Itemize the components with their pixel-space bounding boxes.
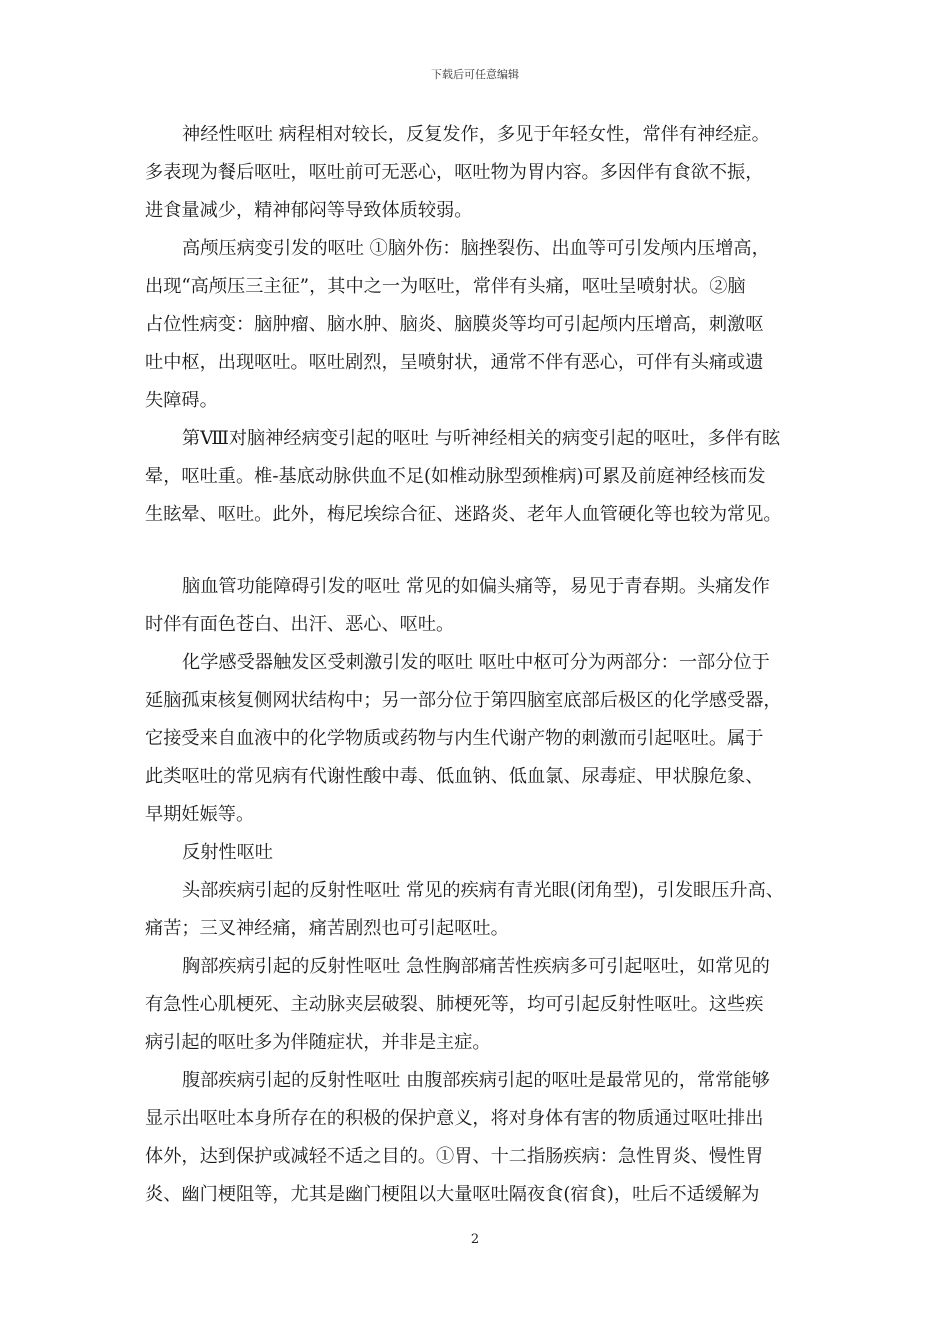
text-line: 炎、幽门梗阻等，尤其是幽门梗阻以大量呕吐隔夜食(宿食)，吐后不适缓解为 xyxy=(145,1184,760,1205)
text-line: 体外，达到保护或减轻不适之目的。①胃、十二指肠疾病：急性胃炎、慢性胃 xyxy=(145,1146,764,1167)
text-line: 显示出呕吐本身所存在的积极的保护意义，将对身体有害的物质通过呕吐排出 xyxy=(145,1108,764,1129)
text-line: 失障碍。 xyxy=(145,390,218,411)
text-line: 吐中枢，出现呕吐。呕吐剧烈，呈喷射状，通常不伴有恶心，可伴有头痛或遗 xyxy=(145,352,764,373)
section-heading: 反射性呕吐 xyxy=(182,842,273,863)
text-line: 早期妊娠等。 xyxy=(145,804,255,825)
page-number: 2 xyxy=(470,1232,480,1247)
text-line: 此类呕吐的常见病有代谢性酸中毒、低血钠、低血氯、尿毒症、甲状腺危象、 xyxy=(145,766,764,787)
text-line: 神经性呕吐 病程相对较长，反复发作，多见于年轻女性，常伴有神经症。 xyxy=(182,124,770,145)
text-line: 胸部疾病引起的反射性呕吐 急性胸部痛苦性疾病多可引起呕吐，如常见的 xyxy=(182,956,770,977)
text-line: 痛苦；三叉神经痛，痛苦剧烈也可引起呕吐。 xyxy=(145,918,509,939)
page-header: 下载后可任意编辑 xyxy=(431,68,519,81)
text-line: 有急性心肌梗死、主动脉夹层破裂、肺梗死等，均可引起反射性呕吐。这些疾 xyxy=(145,994,764,1015)
text-line: 晕，呕吐重。椎-基底动脉供血不足(如椎动脉型颈椎病)可累及前庭神经核而发 xyxy=(145,466,766,487)
text-line: 腹部疾病引起的反射性呕吐 由腹部疾病引起的呕吐是最常见的，常常能够 xyxy=(182,1070,770,1091)
text-line: 延脑孤束核复侧网状结构中；另一部分位于第四脑室底部后极区的化学感受器， xyxy=(145,690,782,711)
text-line: 病引起的呕吐多为伴随症状，并非是主症。 xyxy=(145,1032,491,1053)
text-line: 它接受来自血液中的化学物质或药物与内生代谢产物的刺激而引起呕吐。属于 xyxy=(145,728,764,749)
text-line: 高颅压病变引发的呕吐 ①脑外伤：脑挫裂伤、出血等可引发颅内压增高， xyxy=(182,238,770,259)
text-line: 生眩晕、呕吐。此外，梅尼埃综合征、迷路炎、老年人血管硬化等也较为常见。 xyxy=(145,504,782,525)
text-line: 化学感受器触发区受刺激引发的呕吐 呕吐中枢可分为两部分：一部分位于 xyxy=(182,652,770,673)
text-line: 头部疾病引起的反射性呕吐 常见的疾病有青光眼(闭角型)，引发眼压升高、 xyxy=(182,880,784,901)
text-line: 脑血管功能障碍引发的呕吐 常见的如偏头痛等，易见于青春期。头痛发作 xyxy=(182,576,770,597)
text-line: 第Ⅷ对脑神经病变引起的呕吐 与听神经相关的病变引起的呕吐，多伴有眩 xyxy=(182,428,781,449)
text-line: 进食量减少，精神郁闷等导致体质较弱。 xyxy=(145,200,473,221)
text-line: 时伴有面色苍白、出汗、恶心、呕吐。 xyxy=(145,614,455,635)
text-line: 占位性病变：脑肿瘤、脑水肿、脑炎、脑膜炎等均可引起颅内压增高，刺激呕 xyxy=(145,314,764,335)
text-line: 多表现为餐后呕吐，呕吐前可无恶心，呕吐物为胃内容。多因伴有食欲不振， xyxy=(145,162,764,183)
text-line: 出现“高颅压三主征”，其中之一为呕吐，常伴有头痛，呕吐呈喷射状。②脑 xyxy=(145,276,746,297)
